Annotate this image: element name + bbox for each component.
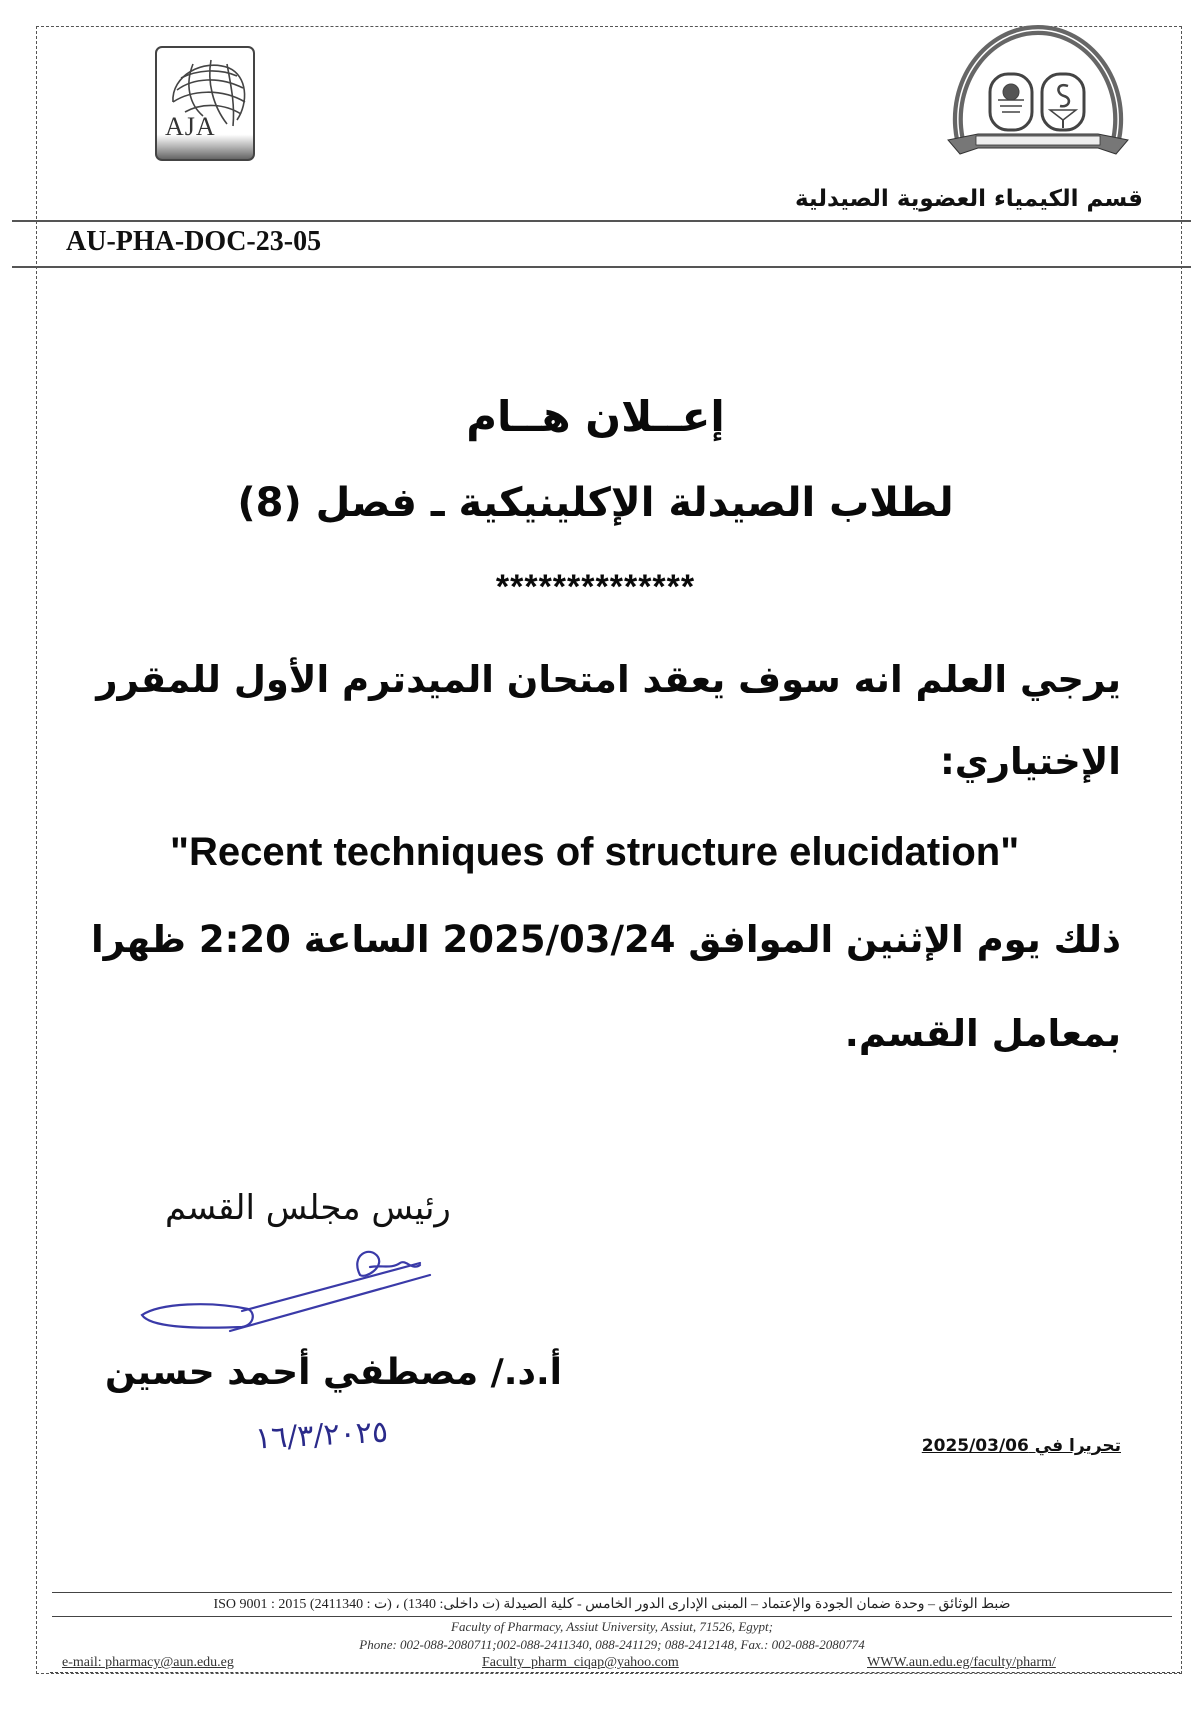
announcement-subtitle: لطلاب الصيدلة الإكلينيكية ـ فصل (8)	[237, 480, 954, 526]
document-code: AU-PHA-DOC-23-05	[66, 226, 322, 257]
body-line-3-date-time: ذلك يوم الإثنين الموافق 2025/03/24 الساعة 2:20 ظهرا	[90, 918, 1121, 961]
footer-phone: Phone: 002-088-2080711;002-088-2411340, 088-241129; 088-2412148, Fax.: 002-088-2080774	[359, 1637, 865, 1652]
footer-arabic-line: ضبط الوثائق – وحدة ضمان الجودة والإعتماد – المبنى الإدارى الدور الخامس - كلية الصيدلة (ت داخلى: 1340) ، (ت : 2411340) ISO 9001 : 2015	[213, 1597, 1011, 1612]
signatory-name: أ.د./ مصطفي أحمد حسين	[105, 1352, 562, 1393]
aja-logo-text: AJA	[165, 112, 216, 141]
footer-divider-top	[52, 1592, 1172, 1593]
handwritten-signature	[130, 1245, 460, 1345]
header-divider-bottom	[12, 266, 1191, 268]
written-on-date: تحريرا في 2025/03/06	[921, 1436, 1121, 1456]
body-line-1: يرجي العلم انه سوف يعقد امتحان الميدترم الأول للمقرر	[96, 658, 1121, 701]
faculty-emblem-icon	[938, 22, 1138, 172]
signatory-role: رئيس مجلس القسم	[165, 1188, 451, 1228]
course-title: "Recent techniques of structure elucidation"	[170, 830, 1020, 874]
footer-address: Faculty of Pharmacy, Assiut University, Assiut, 71526, Egypt;	[451, 1619, 773, 1634]
handwritten-date: ١٦/٣/٢٠٢٥	[254, 1414, 389, 1457]
yahoo-email-link[interactable]: Faculty_pharm_ciqap@yahoo.com	[482, 1655, 679, 1670]
separator-stars: **************	[495, 568, 696, 606]
body-line-4-location: بمعامل القسم.	[844, 1012, 1121, 1055]
website-link[interactable]: WWW.aun.edu.eg/faculty/pharm/	[867, 1655, 1056, 1670]
email-link[interactable]: e-mail: pharmacy@aun.edu.eg	[62, 1655, 234, 1670]
announcement-title: إعــلان هــام	[466, 392, 725, 441]
department-name: قسم الكيمياء العضوية الصيدلية	[794, 186, 1143, 212]
footer-divider-bottom	[52, 1616, 1172, 1617]
aja-logo	[155, 46, 255, 161]
body-line-2: الإختياري:	[939, 740, 1121, 783]
header-divider-top	[12, 220, 1191, 222]
footer-links	[50, 1655, 1180, 1673]
